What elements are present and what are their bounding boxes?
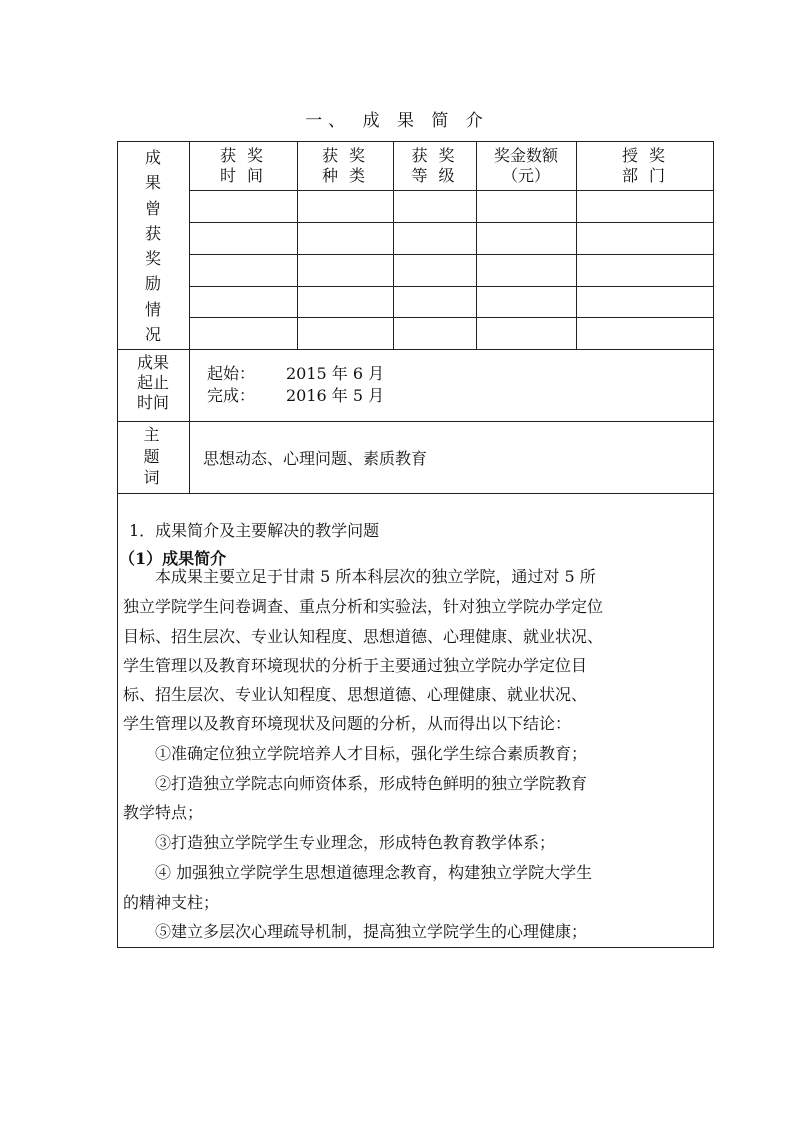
header-line: 获 奖 [219,146,267,165]
row-divider [117,349,714,350]
row-divider [189,317,714,318]
label-line: 词 [143,468,163,487]
keywords-value: 思想动态、心理问题、素质教育 [203,449,428,468]
row-divider [117,421,714,422]
column-divider [189,141,190,493]
header-line: 种 类 [321,166,369,185]
body-text-line: 独立学院学生问卷调查、重点分析和实验法，针对独立学院办学定位 [123,597,604,616]
keywords-label [117,424,189,489]
body-text-line: 本成果主要立足于甘肃 5 所本科层次的独立学院，通过对 5 所 [123,567,596,586]
label-line: 起止 [136,373,169,392]
body-text-line: ④ 加强独立学院学生思想道德理念教育，构建独立学院大学生 [123,863,593,882]
row-divider [117,493,714,494]
period-end-value: 2016 年 5 月 [286,386,385,405]
header-award-type [297,146,393,186]
header-line: 授 奖 [621,146,669,165]
intro-section-title: 1．成果简介及主要解决的教学问题 [129,521,380,540]
body-text-line: ⑤建立多层次心理疏导机制，提高独立学院学生的心理健康； [123,922,588,941]
body-text-line: ①准确定位独立学院培养人才目标，强化学生综合素质教育； [123,744,588,763]
header-line: 获 奖 [321,146,369,165]
body-text-line: 学生管理以及教育环境现状的分析于主要通过独立学院办学定位目 [123,656,588,675]
body-text-line: ③打造独立学院学生专业理念，形成特色教育教学体系； [123,833,556,852]
header-line: 部 门 [621,166,669,185]
body-text-line: 的精神支柱； [123,893,220,912]
period-label [117,353,189,413]
period-start-value: 2015 年 6 月 [286,364,385,383]
header-line: 时 间 [219,166,267,185]
header-award-level [393,146,476,186]
achievement-form-table [117,141,714,948]
row-divider [189,190,714,191]
period-start-label: 起始： [207,364,256,383]
body-text-line: 目标、招生层次、专业认知程度、思想道德、心理健康、就业状况、 [123,627,604,646]
body-text-line: ②打造独立学院志向师资体系，形成特色鲜明的独立学院教育 [123,774,588,793]
header-line: 奖金数额 [493,146,558,165]
label-line: 主 [143,425,163,444]
header-prize-amount [476,146,576,186]
row-divider [189,254,714,255]
header-awarding-department [576,146,714,186]
body-text-line: 学生管理以及教育环境现状及问题的分析，从而得出以下结论： [123,714,572,733]
body-text-line: 标、招生层次、专业认知程度、思想道德、心理健康、就业状况、 [123,685,588,704]
body-text-line: 教学特点； [123,803,204,822]
awards-side-label: 成 果 曾 获 奖 励 情 况 [144,148,161,345]
period-end-label: 完成： [207,386,256,405]
label-line: 时间 [136,393,169,412]
section-heading: 一、 成 果 简 介 [305,111,489,131]
header-line: 获 奖 [411,146,458,165]
header-award-time [189,146,297,186]
header-line: 等 级 [411,166,458,185]
label-line: 成果 [136,353,169,372]
row-divider [189,222,714,223]
row-divider [189,286,714,287]
label-line: 题 [143,446,163,466]
header-line: （元） [501,166,550,185]
intro-subtitle: （1）成果简介 [119,549,227,568]
